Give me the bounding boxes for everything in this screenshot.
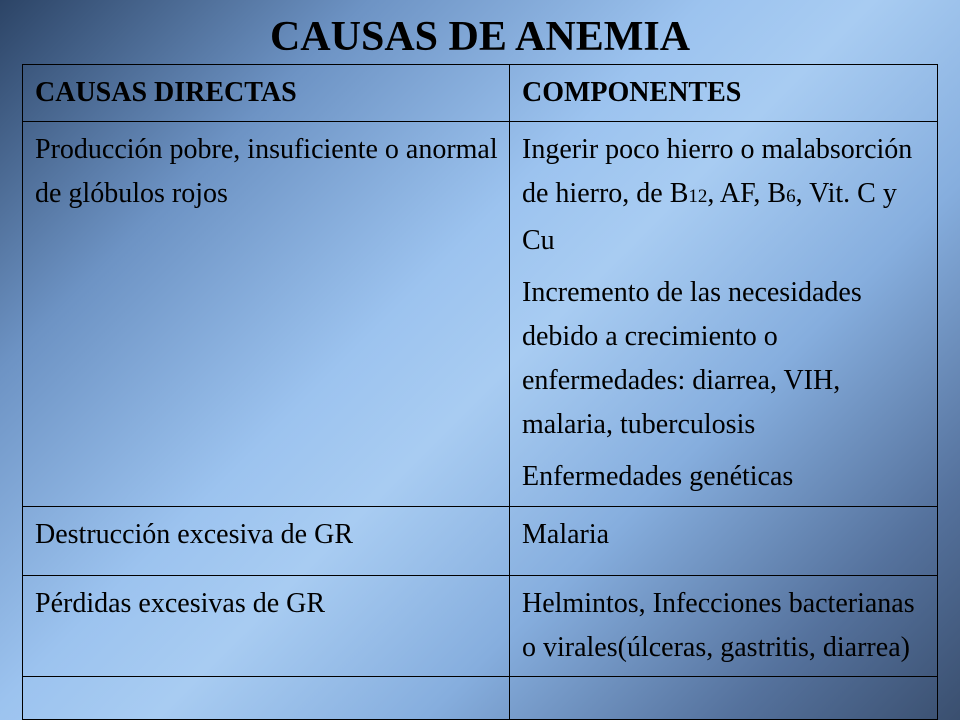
table-row [23, 122, 938, 507]
component-text: , Vit. C y Cu [522, 178, 897, 256]
empty-cell [23, 677, 510, 720]
cause-cell: Producción pobre, insuficiente o anormal de glóbulos rojos [23, 122, 510, 507]
component-item: Helmintos, Infecciones bacterianas o virales(úlceras, gastritis, diarrea) [522, 588, 915, 663]
slide-title: CAUSAS DE ANEMIA [269, 14, 691, 60]
table-row [23, 576, 938, 677]
empty-cell [510, 677, 938, 720]
components-cell [510, 507, 938, 576]
table-row-empty [23, 677, 938, 720]
components-cell [510, 122, 938, 507]
header-causas-directas: CAUSAS DIRECTAS [23, 65, 510, 122]
component-text: Ingerir poco hierro o malabsorción de hierro, de B [522, 134, 913, 209]
causes-table [22, 64, 938, 720]
components-cell [510, 576, 938, 677]
cause-cell: Pérdidas excesivas de GR [23, 576, 510, 677]
table-header-row [23, 65, 938, 122]
component-item: Malaria [522, 519, 610, 550]
table-row [23, 507, 938, 576]
subscript-text: 6 [786, 186, 796, 207]
component-item: Incremento de las necesidades debido a crecimiento o enfermedades: diarrea, VIH, malaria, tuberculosis [522, 277, 862, 440]
cause-cell: Destrucción excesiva de GR [23, 507, 510, 576]
component-item [522, 128, 927, 263]
header-componentes: COMPONENTES [510, 65, 938, 122]
component-text: , AF, B [707, 178, 787, 209]
subscript-text: 12 [688, 186, 708, 207]
component-item: Enfermedades genéticas [522, 461, 794, 492]
